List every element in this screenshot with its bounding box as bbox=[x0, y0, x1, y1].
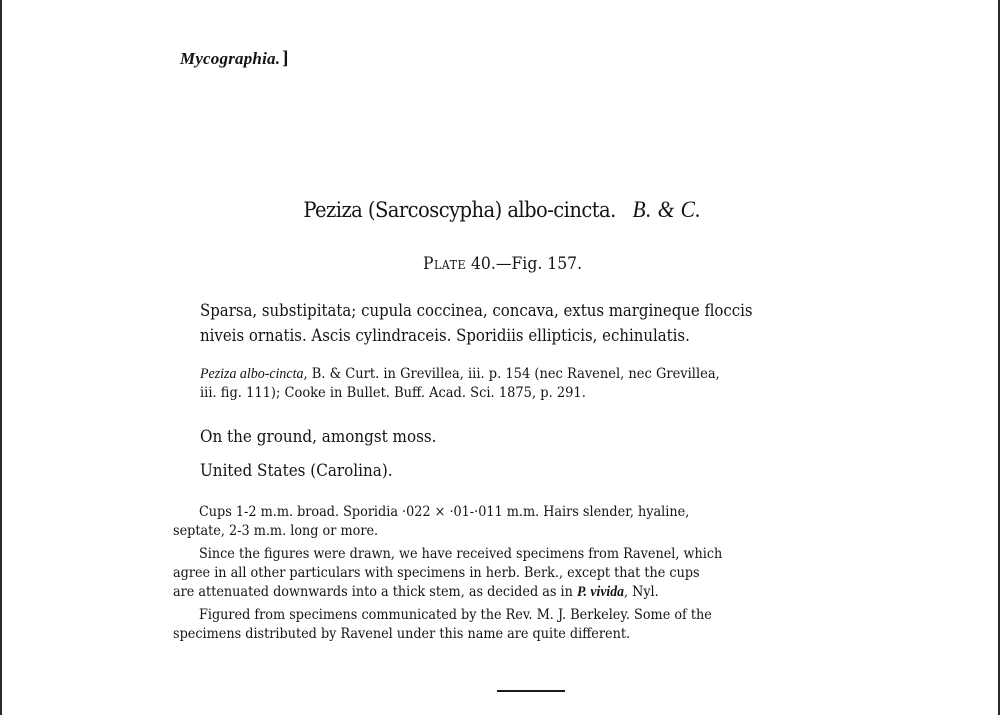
notes-line-5-end: , Nyl. bbox=[623, 584, 659, 600]
section-end-rule bbox=[497, 690, 565, 692]
notes-line-4: agree in all other particulars with specimens in herb. Berk., except that the cups bbox=[173, 565, 700, 581]
page-edge-left bbox=[0, 0, 2, 715]
notes-line-7: specimens distributed by Ravenel under this name are quite different. bbox=[173, 626, 631, 642]
notes-line-6: Figured from specimens communicated by the Rev. M. J. Berkeley. Some of the bbox=[199, 607, 712, 623]
notes-line-1: Cups 1-2 m.m. broad. Sporidia ·022 × ·01-·011 m.m. Hairs slender, hyaline, bbox=[199, 504, 690, 520]
running-head bbox=[180, 48, 289, 70]
diagnosis-line-1: Sparsa, substipitata; cupula coccinea, concava, extus margineque floccis bbox=[200, 301, 753, 320]
notes-line-5-text: are attenuated downwards into a thick stem, as decided as in bbox=[173, 584, 577, 600]
locality: United States (Carolina). bbox=[200, 461, 393, 480]
synonymy-line-2: iii. fig. 111); Cooke in Bullet. Buff. Acad. Sci. 1875, p. 291. bbox=[200, 385, 586, 401]
synonymy-line-1 bbox=[200, 366, 720, 383]
notes-line-2: septate, 2-3 m.m. long or more. bbox=[173, 523, 379, 539]
running-head-text: Mycographia. bbox=[180, 49, 281, 68]
synonym-name: Peziza albo-cincta bbox=[200, 366, 304, 382]
species-authority: B. & C. bbox=[632, 197, 702, 222]
plate-label: Plate bbox=[423, 254, 466, 274]
species-reference: P. vivida bbox=[576, 584, 624, 600]
species-name: Peziza (Sarcoscypha) albo-cincta. bbox=[303, 198, 616, 222]
notes-line-3: Since the figures were drawn, we have received specimens from Ravenel, which bbox=[199, 546, 723, 562]
species-title bbox=[37, 197, 967, 223]
running-head-bracket: ] bbox=[282, 48, 289, 69]
synonymy-citation: , B. & Curt. in Grevillea, iii. p. 154 (nec Ravenel, nec Grevillea, bbox=[303, 366, 720, 382]
diagnosis-line-2: niveis ornatis. Ascis cylindraceis. Sporidiis ellipticis, echinulatis. bbox=[200, 326, 690, 345]
habitat: On the ground, amongst moss. bbox=[200, 427, 437, 446]
plate-figure: 40.—Fig. 157. bbox=[465, 254, 583, 274]
plate-reference bbox=[43, 254, 963, 274]
notes-line-5 bbox=[173, 584, 659, 601]
